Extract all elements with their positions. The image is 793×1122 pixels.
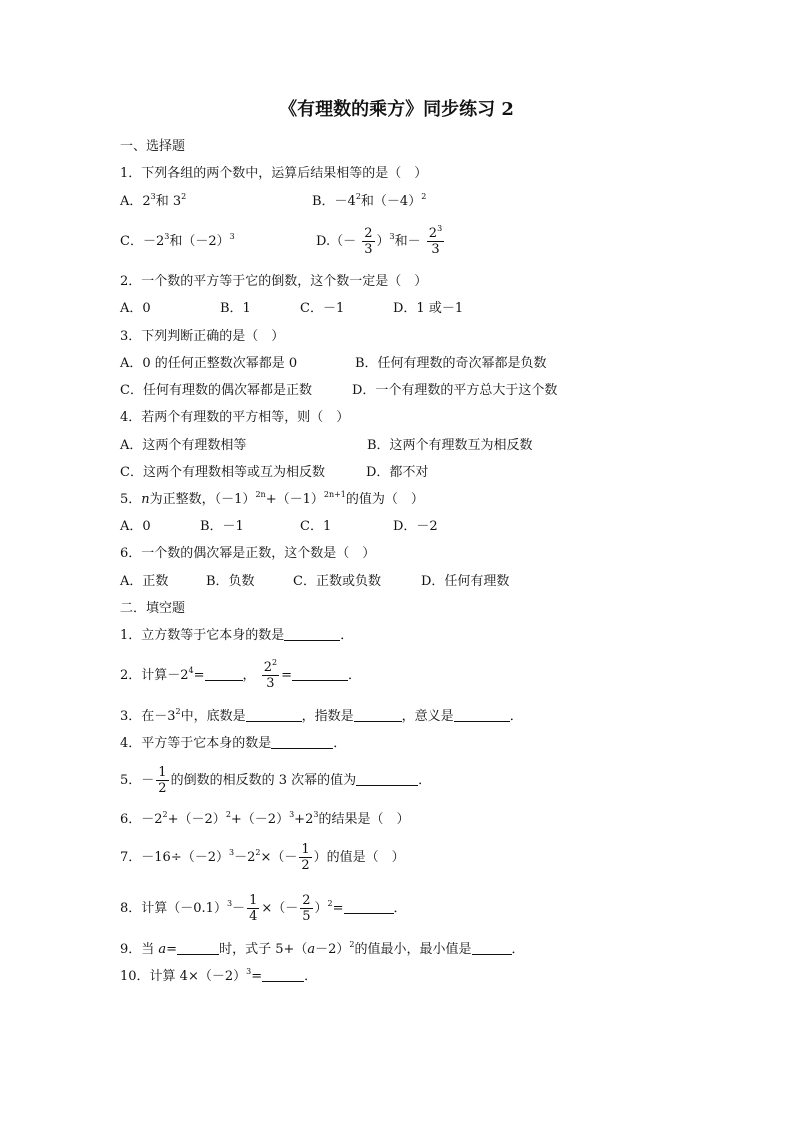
answer-blank[interactable] <box>454 708 510 722</box>
fraction: $\frac{2}{3}$ <box>364 226 373 257</box>
question-1-option-d: D.（－ $\frac{2}{3}$ ）$^3$和－ $\frac{2^3}{3}$ <box>316 224 443 257</box>
question-3-stem: 3．下列判断正确的是（ ） <box>120 329 285 344</box>
option-c: C．1 <box>300 519 332 534</box>
question-1-option-c: C．$-2^3$和$(-2)^3$ <box>120 232 235 249</box>
fill-5: 5．－ $\frac{1}{2}$ 的倒数的相反数的 3 次幂的值为 ． <box>120 765 432 796</box>
question-2-stem: 2．一个数的平方等于它的倒数，这个数一定是（ ） <box>120 274 428 289</box>
option-d: D．－2 <box>393 519 438 534</box>
fill-10: 10．计算 $4\times(-2)^3=$ ． <box>120 967 318 984</box>
fraction: $\frac{2^3}{3}$ <box>428 224 443 257</box>
fill-6: 6．$-2^2+(-2)^2+(-2)^3+2^3$的结果是（ ） <box>120 810 410 827</box>
option-c: C．正数或负数 <box>293 574 381 589</box>
answer-blank[interactable] <box>344 900 394 914</box>
fill-1: 1．立方数等于它本身的数是 ． <box>120 628 354 643</box>
option-c: C．－1 <box>300 301 345 316</box>
fraction: $\frac{2^2}{3}$ <box>263 658 278 691</box>
answer-blank[interactable] <box>284 627 340 641</box>
answer-blank[interactable] <box>472 941 512 955</box>
question-1-option-b: B．$-4^2$和$(-4)^2$ <box>312 192 427 209</box>
option-a: A．正数 <box>120 574 169 589</box>
option-d: D．任何有理数 <box>421 574 510 589</box>
section-heading-fill: 二．填空题 <box>120 601 186 616</box>
question-4-stem: 4．若两个有理数的平方相等，则（ ） <box>120 410 350 425</box>
question-1-option-a: A．$2^3$和 $3^2$ <box>120 192 187 209</box>
answer-blank[interactable] <box>356 772 418 786</box>
question-4-option-a: A．这两个有理数相等 <box>120 438 247 453</box>
question-4-option-b: B．这两个有理数互为相反数 <box>367 438 533 453</box>
fill-9: 9．当 a= 时，式子 $5+(a-2)^2$的值最小，最小值是 ． <box>120 940 525 957</box>
question-4-option-c: C．这两个有理数相等或互为相反数 <box>120 465 325 480</box>
answer-blank[interactable] <box>354 708 402 722</box>
answer-blank[interactable] <box>271 735 333 749</box>
question-3-option-b: B．任何有理数的奇次幂都是负数 <box>355 356 547 371</box>
fill-2: 2．计算$-2^4=$ ， $\frac{2^2}{3}$ = ． <box>120 658 361 691</box>
option-a: A．0 <box>120 301 151 316</box>
question-3-option-c: C．任何有理数的偶次幂都是正数 <box>120 383 312 398</box>
fill-3: 3．在$-3^2$中，底数是 ，指数是 ，意义是 ． <box>120 707 523 724</box>
fraction: $\frac{1}{4}$ <box>249 893 258 924</box>
fill-8: 8．计算$(-0.1)^3-$ $\frac{1}{4}$ ×（－ $\frac{2}{5}$ ）$^2$= ． <box>120 893 407 924</box>
page-title: 《有理数的乘方》同步练习 2 <box>279 99 514 120</box>
fraction: $\frac{2}{5}$ <box>302 893 311 924</box>
fraction: $\frac{1}{2}$ <box>301 842 310 873</box>
question-6-stem: 6．一个数的偶次幂是正数，这个数是（ ） <box>120 546 376 561</box>
option-b: B．负数 <box>206 574 255 589</box>
fill-4: 4．平方等于它本身的数是 ． <box>120 736 347 751</box>
answer-blank[interactable] <box>262 968 304 982</box>
option-b: B．1 <box>220 301 251 316</box>
question-4-option-d: D．都不对 <box>366 465 429 480</box>
fraction: $\frac{1}{2}$ <box>158 765 167 796</box>
question-3-option-a: A．0 的任何正整数次幂都是 0 <box>120 356 298 371</box>
question-5-stem: 5．n为正整数，$(-1)^{2n}+(-1)^{2n+1}$的值为（ ） <box>120 490 424 507</box>
option-d: D．1 或－1 <box>393 301 464 316</box>
option-a: A．0 <box>120 519 151 534</box>
answer-blank[interactable] <box>246 708 302 722</box>
answer-blank[interactable] <box>205 667 243 681</box>
fill-7: 7．$-16\div(-2)^3-2^2\times(-$ $\frac{1}{2}$ ）的值是（ ） <box>120 842 405 873</box>
option-b: B．－1 <box>200 519 244 534</box>
answer-blank[interactable] <box>292 667 348 681</box>
answer-blank[interactable] <box>177 941 219 955</box>
question-3-option-d: D．一个有理数的平方总大于这个数 <box>352 383 558 398</box>
section-heading-choice: 一、选择题 <box>120 139 186 154</box>
question-1-stem: 1．下列各组的两个数中，运算后结果相等的是（ ） <box>120 166 428 181</box>
